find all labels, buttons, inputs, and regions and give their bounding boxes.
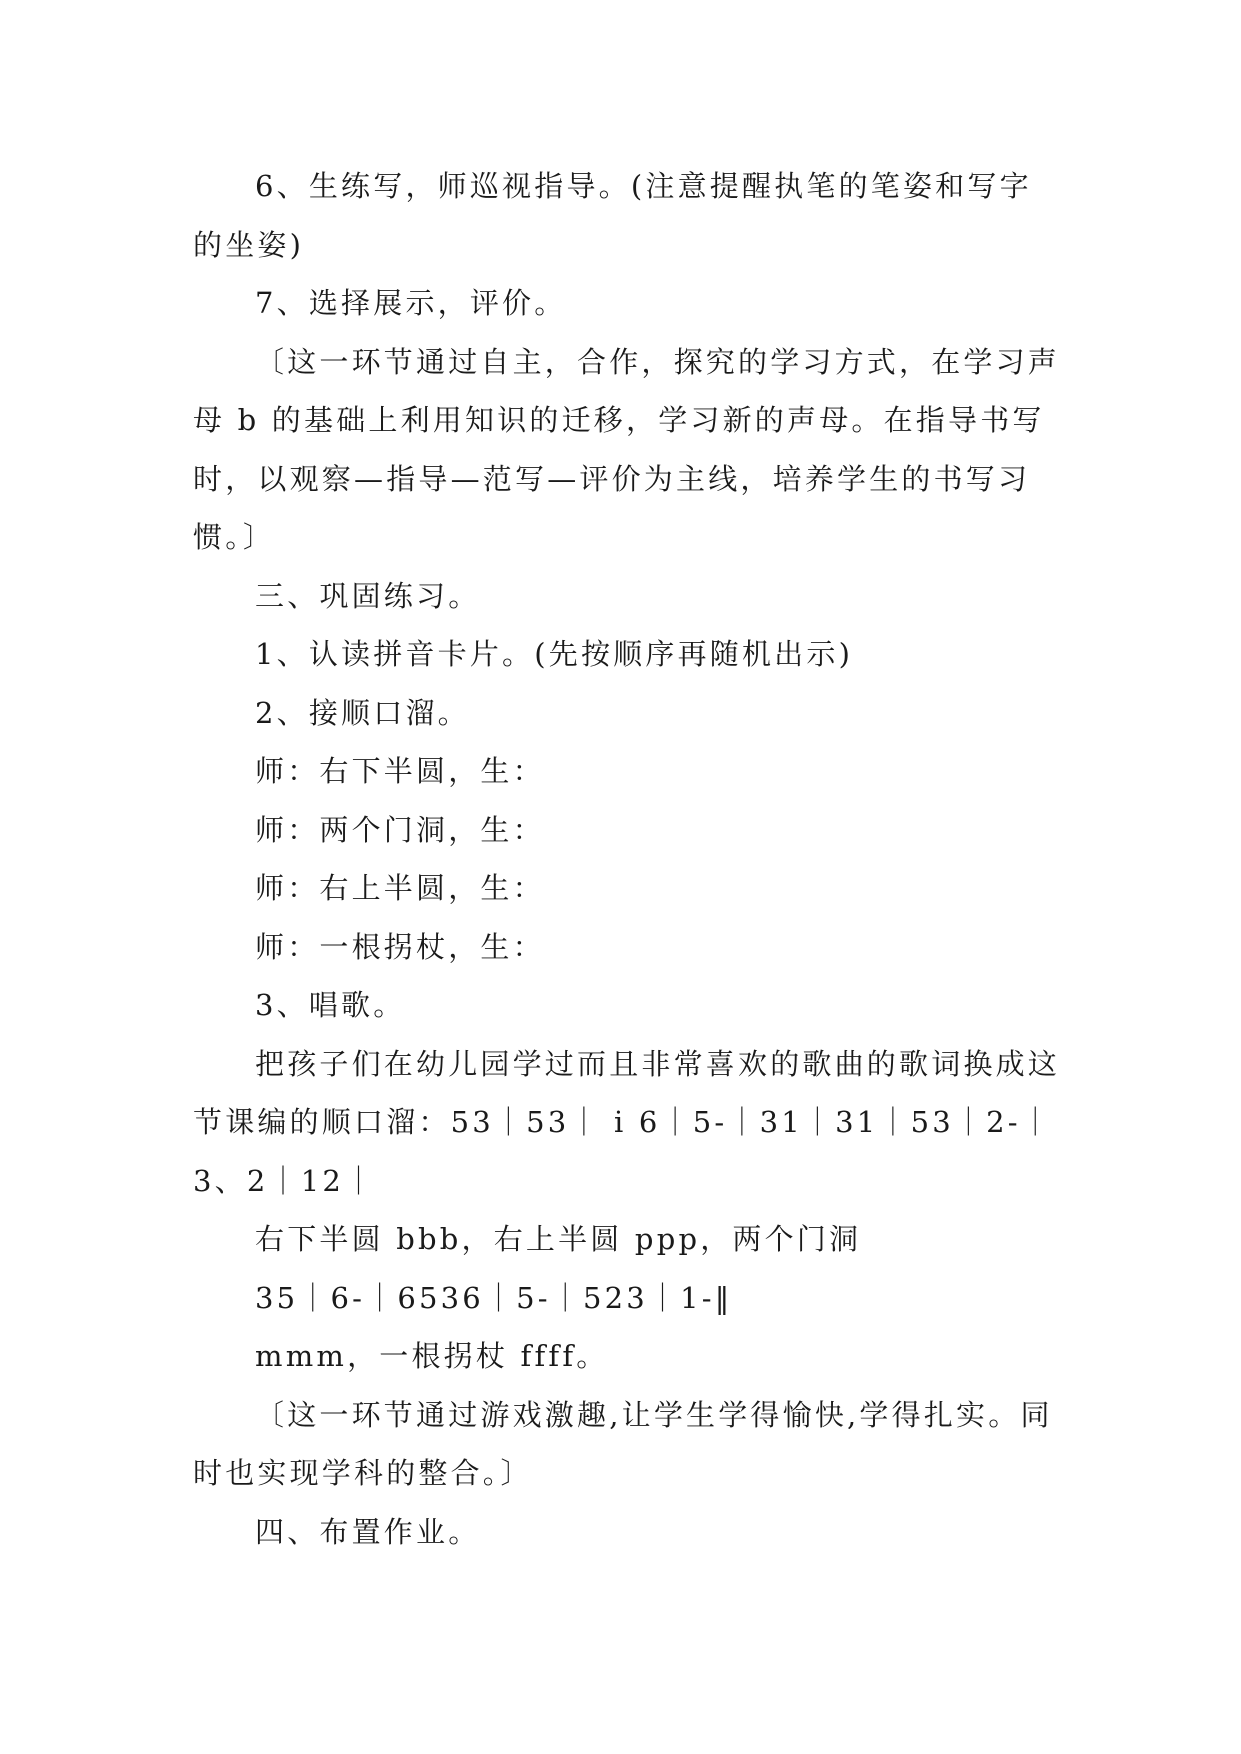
lyrics-line-2: mmm，一根拐杖 ffff。 <box>255 1339 609 1373</box>
paragraph-item-3: 3、唱歌。 <box>255 988 406 1022</box>
notation-line: 35｜6-｜6536｜5-｜523｜1-‖ <box>255 1280 733 1315</box>
paragraph-note-2: 〔这一环节通过游戏激趣,让学生学得愉快,学得扎实。同时也实现学科的整合。〕 <box>193 1397 1053 1490</box>
paragraph-item-1: 1、认读拼音卡片。(先按顺序再随机出示) <box>255 637 854 671</box>
paragraph-step-7: 7、选择展示，评价。 <box>255 286 567 320</box>
paragraph-item-2: 2、接顺口溜。 <box>255 695 470 730</box>
dialogue-line-4: 师：一根拐杖，生： <box>255 929 545 964</box>
section-heading-4: 四、布置作业。 <box>255 1514 481 1549</box>
document-body <box>193 157 1063 1561</box>
paragraph-note-1: 〔这一环节通过自主，合作，探究的学习方式，在学习声母 b 的基础上利用知识的迁移，学习新的声母。在指导书写时，以观察—指导—范写—评价为主线，培养学生的书写习惯。〕 <box>193 344 1061 554</box>
dialogue-line-3: 师：右上半圆，生： <box>255 871 545 905</box>
paragraph-step-6: 6、生练写，师巡视指导。(注意提醒执笔的笔姿和写字的坐姿) <box>193 169 1032 262</box>
lyrics-line-1: 右下半圆 bbb，右上半圆 ppp，两个门洞 <box>255 1222 862 1256</box>
paragraph-song-intro: 把孩子们在幼儿园学过而且非常喜欢的歌曲的歌词换成这节课编的顺口溜：53｜53｜ i 6｜5-｜31｜31｜53｜2-｜3、2｜12｜ <box>193 1046 1061 1198</box>
dialogue-line-2: 师：两个门洞，生： <box>255 812 545 847</box>
section-heading-3: 三、巩固练习。 <box>255 578 481 613</box>
dialogue-line-1: 师：右下半圆，生： <box>255 754 545 788</box>
